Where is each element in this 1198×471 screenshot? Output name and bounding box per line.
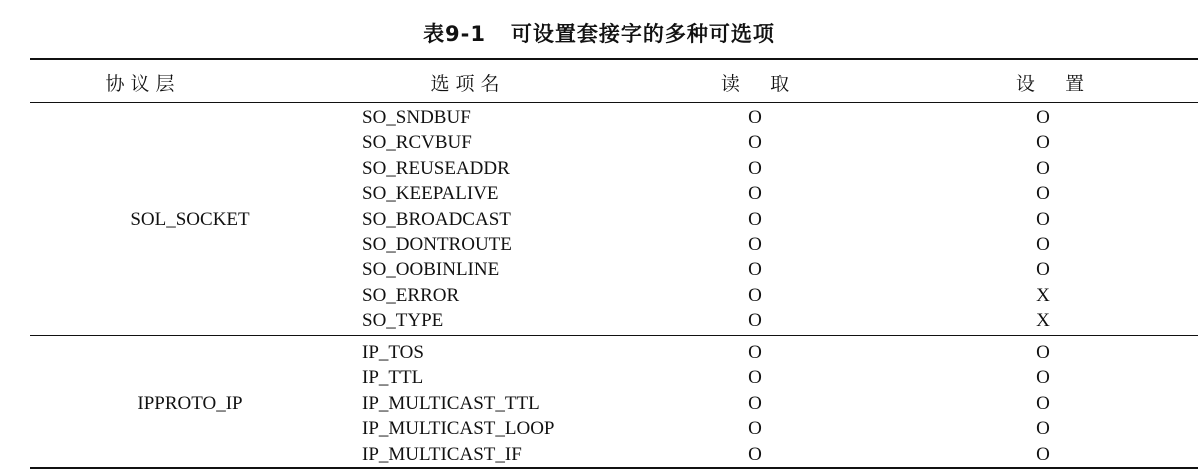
set-support-cell: O [1036, 132, 1050, 154]
header-protocol-level: 协 议 层 [105, 73, 175, 95]
set-support-cell: O [1036, 392, 1050, 414]
set-support-cell: O [1036, 342, 1050, 363]
option-name-cell: SO_ERROR [362, 284, 460, 306]
read-support-cell: O [748, 284, 762, 306]
header-bottom-rule [30, 102, 1198, 103]
set-support-cell: X [1036, 310, 1050, 332]
header-option-name: 选 项 名 [430, 73, 500, 95]
read-support-cell: O [748, 157, 762, 179]
set-support-cell: X [1036, 284, 1050, 306]
header-set: 设 置 [1015, 73, 1085, 95]
read-support-cell: O [748, 342, 762, 363]
set-support-cell: O [1036, 367, 1050, 389]
table-top-rule [30, 58, 1198, 60]
option-name-cell: SO_SNDBUF [362, 107, 471, 128]
option-name-cell: IP_MULTICAST_TTL [362, 392, 540, 414]
set-support-cell: O [1036, 157, 1050, 179]
option-name-cell: SO_BROADCAST [362, 208, 511, 230]
read-support-cell: O [748, 392, 762, 414]
table-bottom-rule [30, 467, 1198, 469]
option-name-cell: SO_DONTROUTE [362, 234, 512, 255]
option-name-cell: IP_MULTICAST_IF [362, 443, 522, 465]
read-support-cell: O [748, 367, 762, 389]
option-name-cell: SO_OOBINLINE [362, 259, 500, 281]
set-support-cell: O [1036, 418, 1050, 440]
read-support-cell: O [748, 310, 762, 332]
option-name-cell: SO_RCVBUF [362, 132, 472, 154]
set-support-cell: O [1036, 107, 1050, 128]
read-support-cell: O [748, 259, 762, 281]
protocol-level-cell: IPPROTO_IP [137, 393, 243, 414]
read-support-cell: O [748, 234, 762, 255]
option-name-cell: IP_MULTICAST_LOOP [362, 418, 555, 440]
set-support-cell: O [1036, 234, 1050, 255]
read-support-cell: O [748, 418, 762, 440]
option-name-cell: SO_REUSEADDR [362, 157, 510, 179]
protocol-level-cell: SOL_SOCKET [130, 208, 250, 230]
option-name-cell: IP_TTL [362, 367, 424, 389]
option-name-cell: SO_TYPE [362, 310, 444, 332]
option-name-cell: IP_TOS [362, 342, 424, 363]
header-read: 读 取 [720, 73, 790, 95]
option-name-cell: SO_KEEPALIVE [362, 183, 499, 205]
set-support-cell: O [1036, 183, 1050, 205]
read-support-cell: O [748, 443, 762, 465]
read-support-cell: O [748, 132, 762, 154]
set-support-cell: O [1036, 443, 1050, 465]
table-caption: 表9-1 可设置套接字的多种可选项 [423, 22, 775, 46]
group-separator-rule [30, 335, 1198, 336]
read-support-cell: O [748, 107, 762, 128]
read-support-cell: O [748, 208, 762, 230]
read-support-cell: O [748, 183, 762, 205]
set-support-cell: O [1036, 208, 1050, 230]
set-support-cell: O [1036, 259, 1050, 281]
